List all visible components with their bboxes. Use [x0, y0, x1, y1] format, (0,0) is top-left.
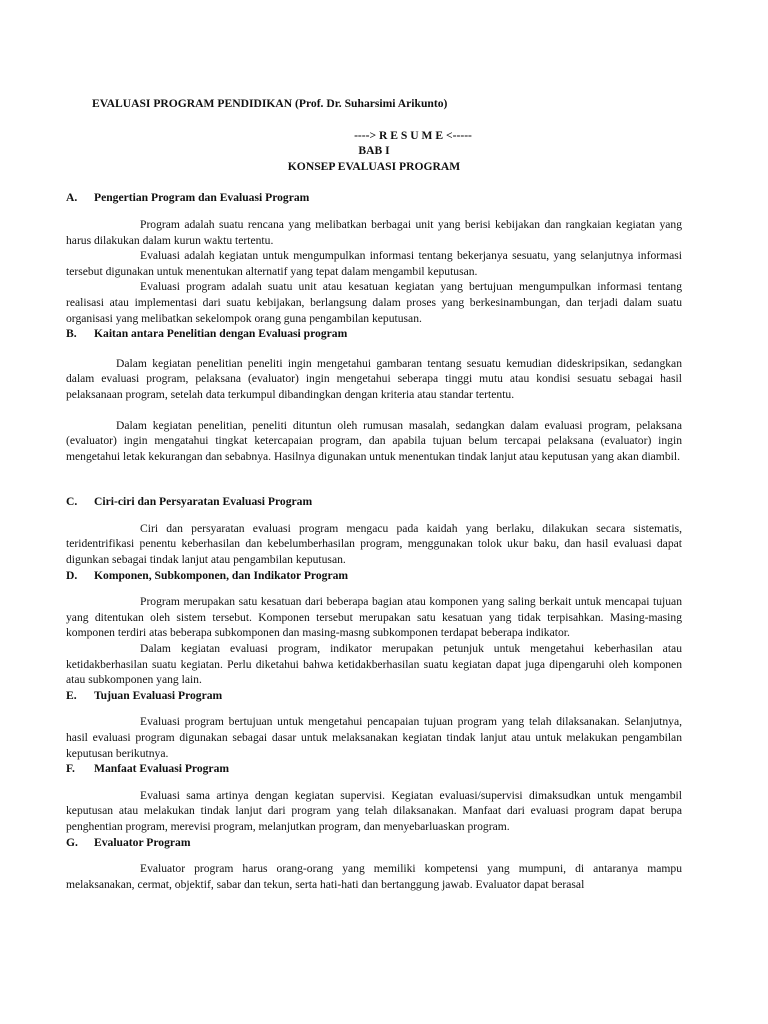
- section-title: Evaluator Program: [94, 835, 191, 849]
- section-heading-d: [66, 568, 682, 584]
- section-letter: C.: [66, 495, 78, 509]
- section-title: Tujuan Evaluasi Program: [94, 688, 223, 702]
- section-letter: D.: [66, 568, 78, 582]
- paragraph: Evaluasi sama artinya dengan kegiatan supervisi. Kegiatan evaluasi/supervisi dimaksudkan untuk mengambil keputusan atau melakukan tindak lanjut dari program yang telah dilaksanakan. Manfaat dari evaluasi program dapat berupa penghentian program, merevisi program, melanjutkan program, dan menyebarluaskan program.: [66, 788, 682, 833]
- resume-heading: ----> R E S U M E <-----: [354, 128, 472, 142]
- section-heading-c: [66, 494, 682, 510]
- section-body-d: [66, 594, 682, 688]
- section-title: Kaitan antara Penelitian dengan Evaluasi program: [94, 327, 348, 341]
- section-heading-g: [66, 835, 682, 851]
- section-body-c: [66, 521, 682, 568]
- paragraph: Evaluasi adalah kegiatan untuk mengumpulkan informasi tentang bekerjanya sesuatu, yang selanjutnya informasi tersebut digunakan untuk menentukan alternatif yang tepat dalam mengambil keputusan.: [66, 249, 682, 278]
- paragraph: Evaluasi program adalah suatu unit atau kesatuan kegiatan yang bertujuan mengumpulkan informasi tentang realisasi atau implementasi dari suatu kebijakan, berlangsung dalam proses yang berkesinambungan, dan terjadi dalam suatu organisasi yang melibatkan sekelompok orang guna pengambilan keputusan.: [66, 280, 682, 325]
- section-letter: G.: [66, 835, 78, 849]
- paragraph: Ciri dan persyaratan evaluasi program mengacu pada kaidah yang berlaku, dilakukan secara sistematis, teridentrifikasi penentu keberhasilan dan kebelumberhasilan program, menggunakan tolok ukur baku, dan hasil evaluasi dapat digunkan sebagai tindak lanjut atau pengambilan keputusan.: [66, 521, 682, 567]
- paragraph: Dalam kegiatan penelitian peneliti ingin mengetahui gambaran tentang sesuatu kemudian dideskripsikan, sedangkan dalam evaluasi program, pelaksana (evaluator) ingin mengetahui seberapa tinggi mutu atau kondisi sesuatu sebagai hasil pelaksanaan program, setelah data terkumpul dibandingkan dengan kriteria atau standar tertentu.: [66, 356, 682, 401]
- section-title: Pengertian Program dan Evaluasi Program: [94, 191, 310, 205]
- section-letter: E.: [66, 688, 77, 702]
- section-heading-e: [66, 688, 682, 704]
- section-letter: B.: [66, 327, 77, 341]
- section-title: Ciri-ciri dan Persyaratan Evaluasi Program: [94, 495, 313, 509]
- section-heading-a: [66, 190, 682, 206]
- section-title: Komponen, Subkomponen, dan Indikator Program: [94, 568, 349, 582]
- section-body-b: [66, 356, 682, 465]
- paragraph: Evaluator program harus orang-orang yang memiliki kompetensi yang mumpuni, di antaranya mampu melaksanakan, cermat, objektif, sabar dan tekun, serta hati-hati dan bertanggung jawab. Evaluator dapat berasal: [66, 862, 682, 891]
- paragraph: Program adalah suatu rencana yang melibatkan berbagai unit yang berisi kebijakan dan rangkaian kegiatan yang harus dilakukan dalam kurun waktu tertentu.: [66, 217, 682, 247]
- document-title: EVALUASI PROGRAM PENDIDIKAN (Prof. Dr. Suharsimi Arikunto): [92, 97, 448, 110]
- section-body-f: [66, 788, 682, 835]
- paragraph: Program merupakan satu kesatuan dari beberapa bagian atau komponen yang saling berkait untuk mencapai tujuan yang ditentukan oleh sistem tersebut. Komponen tersebut merupakan satu kesatuan yang tidak terpisahkan. Masing-masing komponen terdiri atas beberapa subkomponen dan masing-masng subkomponen terdapat beberapa indikator.: [66, 595, 682, 640]
- section-title: Manfaat Evaluasi Program: [94, 762, 230, 776]
- paragraph: Evaluasi program bertujuan untuk mengetahui pencapaian tujuan program yang telah dilaksanakan. Selanjutnya, hasil evaluasi program digunakan sebagai dasar untuk melaksanakan kegiatan tindak lanjut atau untuk melakukan pengambilan keputusan berikutnya.: [66, 715, 682, 760]
- paragraph: Dalam kegiatan penelitian, peneliti dituntun oleh rumusan masalah, sedangkan dalam evaluasi program, pelaksana (evaluator) ingin mengatahui tingkat ketercapaian program, dan apabila tujuan belum tercapai pelaksana (evaluator) ingin mengetahui letak kekurangan dan sebabnya. Hasilnya digunakan untuk menentukan tindak lanjut atau keputusan yang akan diambil.: [66, 418, 682, 463]
- section-letter: A.: [66, 191, 78, 205]
- paragraph: Dalam kegiatan evaluasi program, indikator merupakan petunjuk untuk mengetahui keberhasilan atau ketidakberhasilan suatu kegiatan. Perlu diketahui bahwa ketidakberhasilan suatu kegiatan dapat juga dipengaruhi oleh komponen atau subkomponen yang lain.: [66, 642, 682, 687]
- section-heading-f: [66, 761, 682, 777]
- chapter-title: KONSEP EVALUASI PROGRAM: [287, 159, 461, 173]
- section-body-a: [66, 217, 682, 326]
- section-letter: F.: [66, 762, 75, 776]
- section-body-g: [66, 861, 682, 892]
- section-heading-b: [66, 326, 682, 342]
- section-body-e: [66, 714, 682, 761]
- chapter-label: BAB I: [358, 144, 390, 158]
